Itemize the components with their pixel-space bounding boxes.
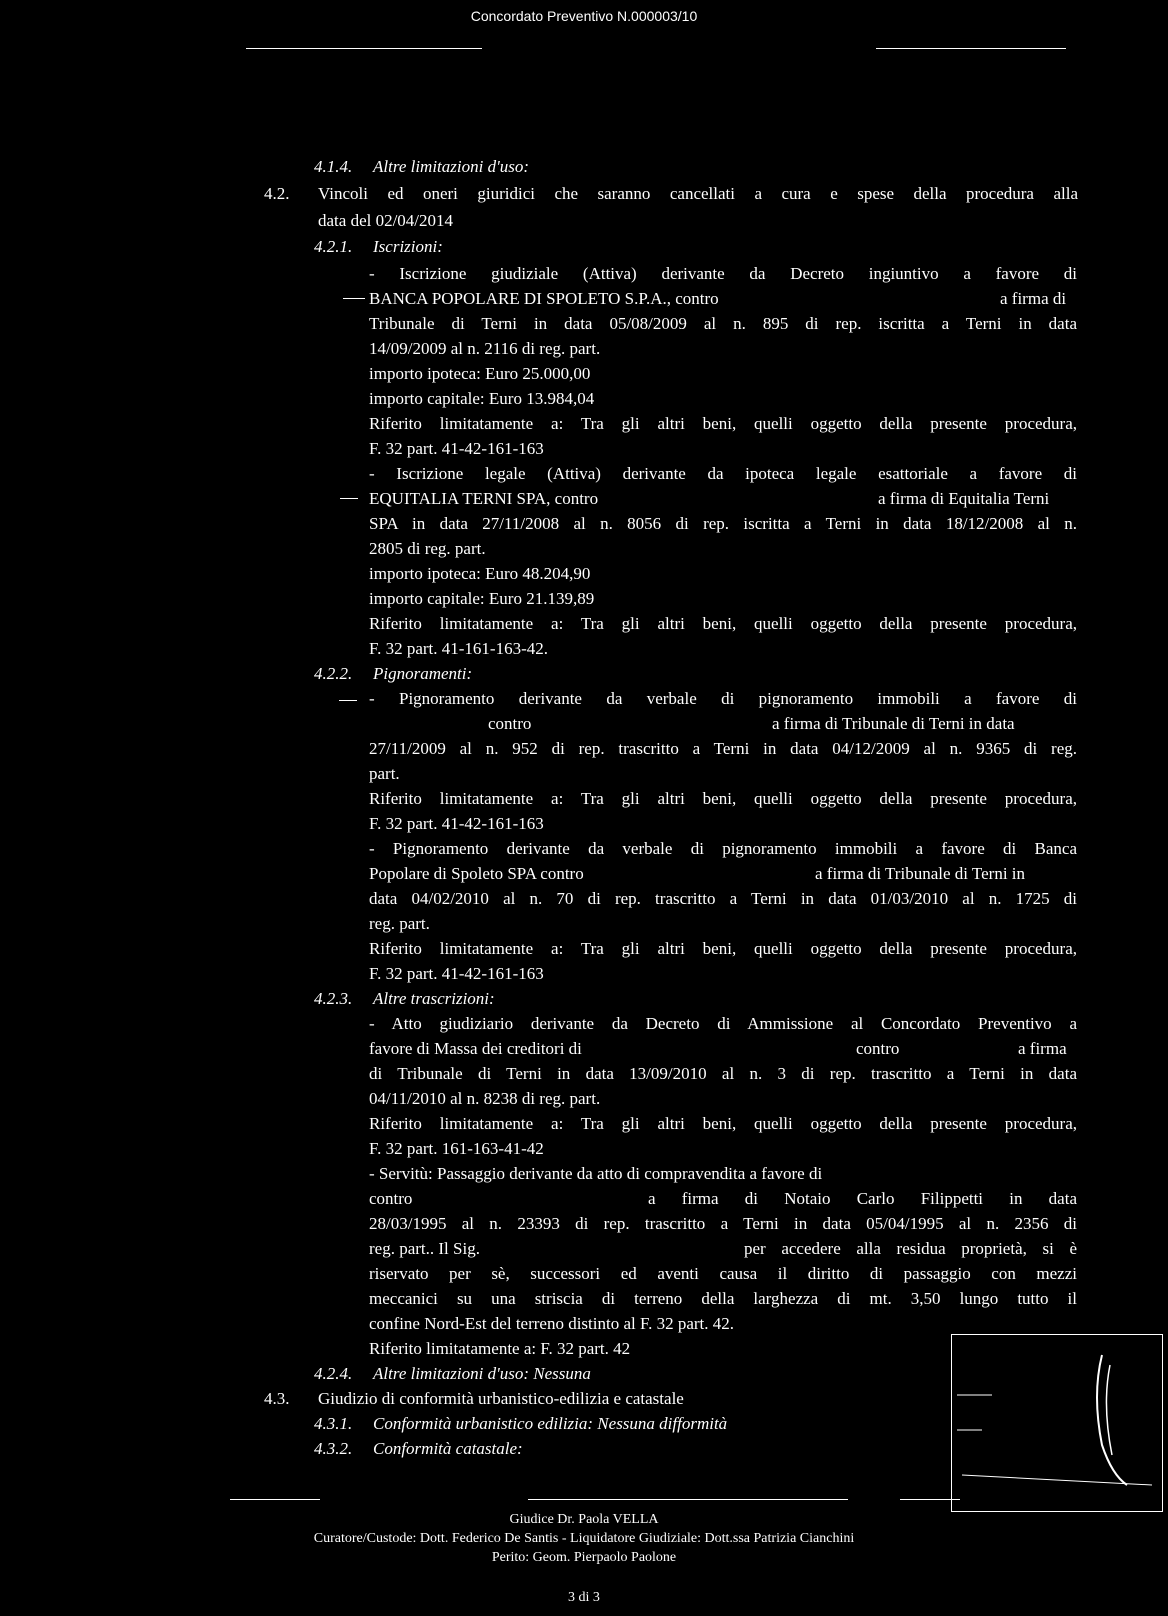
text-line: reg. part.. Il Sig. [369, 1239, 480, 1258]
text-line: confine Nord-Est del terreno distinto al F. 32 part. 42. [369, 1314, 735, 1333]
text-line: part. [369, 764, 400, 783]
text-line: - Iscrizione giudiziale (Attiva) derivante da Decreto ingiuntivo a favore di [369, 264, 1077, 283]
section-number: 4.2.1. [314, 237, 353, 256]
text-line: per accedere alla residua proprietà, si è [744, 1239, 1077, 1258]
text-line: - Atto giudiziario derivante da Decreto di Ammissione al Concordato Preventivo a [369, 1014, 1077, 1033]
text-line: contro [856, 1039, 900, 1058]
text-line: 04/11/2010 al n. 8238 di reg. part. [369, 1089, 601, 1108]
text-line: Riferito limitatamente a: Tra gli altri beni, quelli oggetto della presente procedura, [369, 414, 1077, 433]
text-line: F. 32 part. 41-42-161-163 [369, 439, 544, 458]
text-line: F. 32 part. 161-163-41-42 [369, 1139, 544, 1158]
document-header: Concordato Preventivo N.000003/10 [470, 8, 698, 24]
margin-mark [339, 700, 357, 701]
text-line: a firma di Notaio Carlo Filippetti in data [648, 1189, 1077, 1208]
section-title: Conformità catastale: [373, 1439, 523, 1458]
text-line: F. 32 part. 41-42-161-163 [369, 814, 544, 833]
section-title: Iscrizioni: [373, 237, 443, 256]
stamp-seal [951, 1334, 1163, 1512]
footer-curator: Curatore/Custode: Dott. Federico De Santis - Liquidatore Giudiziale: Dott.ssa Patrizia Cianchini [313, 1531, 855, 1546]
section-number: 4.2.2. [314, 664, 353, 683]
footer-judge: Giudice Dr. Paola VELLA [509, 1512, 659, 1527]
text-line: Popolare di Spoleto SPA contro [369, 864, 584, 883]
section-number: 4.2. [264, 184, 290, 203]
section-number: 4.2.4. [314, 1364, 353, 1383]
text-line: a firma di [1000, 289, 1067, 308]
text-line: 2805 di reg. part. [369, 539, 486, 558]
section-title: Altre limitazioni d'uso: [373, 157, 530, 176]
footer-expert: Perito: Geom. Pierpaolo Paolone [491, 1550, 677, 1565]
stamp-graphic [952, 1335, 1162, 1511]
section-number: 4.3.2. [314, 1439, 353, 1458]
text-line: importo ipoteca: Euro 48.204,90 [369, 564, 591, 583]
text-line: EQUITALIA TERNI SPA, contro [369, 489, 599, 508]
text-line: Riferito limitatamente a: Tra gli altri beni, quelli oggetto della presente procedura, [369, 614, 1077, 633]
section-number: 4.1.4. [314, 157, 353, 176]
text-line: importo ipoteca: Euro 25.000,00 [369, 364, 591, 383]
text-line: - Pignoramento derivante da verbale di pignoramento immobili a favore di Banca [369, 839, 1077, 858]
text-line: Riferito limitatamente a: Tra gli altri beni, quelli oggetto della presente procedura, [369, 939, 1077, 958]
text-line: a firma di Tribunale di Terni in [815, 864, 1026, 883]
text-line: importo capitale: Euro 13.984,04 [369, 389, 595, 408]
footer-rule-left [230, 1499, 320, 1500]
text-line: Tribunale di Terni in data 05/08/2009 al n. 895 di rep. iscritta a Terni in data [369, 314, 1077, 333]
section-title: Conformità urbanistico edilizia: Nessuna difformità [373, 1414, 728, 1433]
header-rule-left [246, 48, 482, 49]
text-line: favore di Massa dei creditori di [369, 1039, 582, 1058]
text-line: 28/03/1995 al n. 23393 di rep. trascritto a Terni in data 05/04/1995 al n. 2356 di [369, 1214, 1077, 1233]
text-line: SPA in data 27/11/2008 al n. 8056 di rep. iscritta a Terni in data 18/12/2008 al n. [369, 514, 1077, 533]
text-line: Riferito limitatamente a: Tra gli altri beni, quelli oggetto della presente procedura, [369, 789, 1077, 808]
text-line: BANCA POPOLARE DI SPOLETO S.P.A., contro [369, 289, 719, 308]
section-number: 4.3.1. [314, 1414, 353, 1433]
section-title: Vincoli ed oneri giuridici che saranno cancellati a cura e spese della procedura alla [318, 184, 1078, 203]
text-line: contro [488, 714, 532, 733]
text-line: - Servitù: Passaggio derivante da atto di compravendita a favore di [369, 1164, 823, 1183]
text-line: importo capitale: Euro 21.139,89 [369, 589, 595, 608]
text-line: F. 32 part. 41-161-163-42. [369, 639, 549, 658]
text-line: Riferito limitatamente a: F. 32 part. 42 [369, 1339, 631, 1358]
section-number: 4.2.3. [314, 989, 353, 1008]
text-line: di Tribunale di Terni in data 13/09/2010 al n. 3 di rep. trascritto a Terni in data [369, 1064, 1077, 1083]
footer-rule-center [528, 1499, 848, 1500]
text-line: a firma di Tribunale di Terni in data [772, 714, 1015, 733]
section-title: Giudizio di conformità urbanistico-edilizia e catastale [318, 1389, 684, 1408]
text-line: a firma [1018, 1039, 1067, 1058]
footer-rule-right [900, 1499, 960, 1500]
text-line: contro [369, 1189, 413, 1208]
page-number: 3 di 3 [568, 1590, 600, 1605]
text-line: Riferito limitatamente a: Tra gli altri beni, quelli oggetto della presente procedura, [369, 1114, 1077, 1133]
text-line: 14/09/2009 al n. 2116 di reg. part. [369, 339, 601, 358]
header-rule-right [876, 48, 1066, 49]
margin-mark [343, 298, 365, 299]
section-title-cont: data del 02/04/2014 [318, 211, 454, 230]
text-line: F. 32 part. 41-42-161-163 [369, 964, 544, 983]
section-title: Altre limitazioni d'uso: Nessuna [373, 1364, 591, 1383]
text-line: - Iscrizione legale (Attiva) derivante da ipoteca legale esattoriale a favore di [369, 464, 1077, 483]
text-line: riservato per sè, successori ed aventi causa il diritto di passaggio con mezzi [369, 1264, 1077, 1283]
section-number: 4.3. [264, 1389, 290, 1408]
section-title: Pignoramenti: [373, 664, 473, 683]
text-line: - Pignoramento derivante da verbale di pignoramento immobili a favore di [369, 689, 1077, 708]
text-line: a firma di Equitalia Terni [878, 489, 1050, 508]
text-line: reg. part. [369, 914, 430, 933]
text-line: 27/11/2009 al n. 952 di rep. trascritto a Terni in data 04/12/2009 al n. 9365 di reg. [369, 739, 1077, 758]
margin-mark [340, 498, 358, 499]
text-line: meccanici su una striscia di terreno della larghezza di mt. 3,50 lungo tutto il [369, 1289, 1077, 1308]
section-title: Altre trascrizioni: [373, 989, 495, 1008]
text-line: data 04/02/2010 al n. 70 di rep. trascritto a Terni in data 01/03/2010 al n. 1725 di [369, 889, 1077, 908]
